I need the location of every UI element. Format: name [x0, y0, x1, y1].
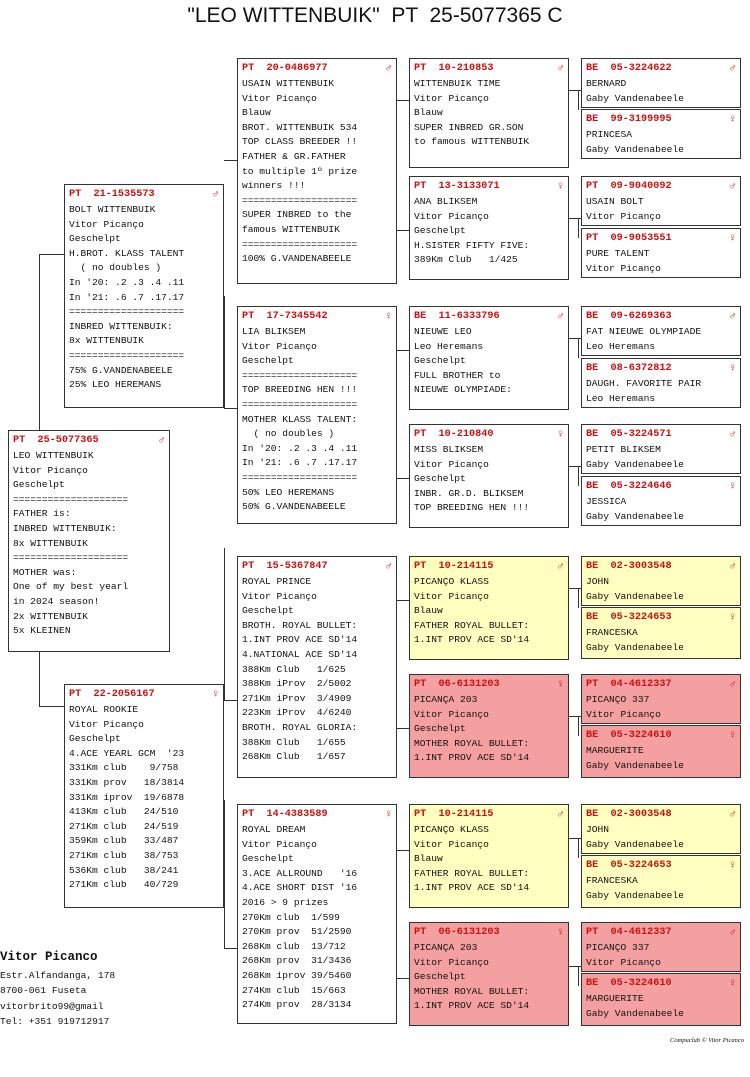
card-line: 1.INT PROV ACE SD'14	[414, 882, 530, 894]
card-line: FATHER ROYAL BULLET:	[414, 619, 530, 631]
card-header	[586, 480, 736, 494]
card-line: in 2024 season!	[13, 595, 100, 607]
card-dam	[64, 684, 224, 908]
card-line: Vitor Picanço	[242, 340, 317, 352]
card-line: 268Km Club 1/657	[242, 751, 346, 763]
card-header	[586, 62, 736, 76]
male-symbol-icon: ♂	[729, 809, 736, 821]
card-sire-dam-dam	[409, 424, 569, 528]
card-line: Leo Heremans	[586, 340, 656, 352]
card-line: MOTHER ROYAL BULLET:	[414, 737, 530, 749]
card-line: 75% G.VANDENABEELE	[69, 364, 173, 376]
card-line: 2016 > 9 prizes	[242, 896, 329, 908]
card-line: Geschelpt	[69, 733, 121, 745]
female-symbol-icon: ♀	[385, 311, 392, 323]
card-line: ( no doubles )	[242, 428, 335, 440]
card-line: 331Km iprov 19/6878	[69, 791, 185, 803]
card-line: In '21: .6 .7 .17.17	[69, 291, 185, 303]
card-dam-sire-sire	[409, 556, 569, 660]
card-line: DAUGH. FAVORITE PAIR	[586, 378, 702, 389]
card-line: Geschelpt	[414, 473, 466, 485]
card-header	[69, 688, 219, 702]
card-line: Geschelpt	[242, 605, 294, 617]
ring-number: PT 25-5077365	[13, 435, 99, 446]
card-line: MISS BLIKSEM	[414, 444, 484, 455]
ring-number: BE 09-6269363	[586, 311, 672, 322]
card-line: LEO WITTENBUIK	[13, 450, 94, 461]
card-line: PICANÇA 203	[414, 694, 478, 705]
ring-number: BE 02-3003548	[586, 561, 672, 572]
female-symbol-icon: ♀	[729, 978, 736, 990]
ring-number: PT 09-9040092	[586, 181, 672, 192]
card-header	[586, 729, 736, 743]
card-dam-sire-dam	[409, 674, 569, 778]
card-header	[414, 180, 564, 194]
card-header	[242, 310, 392, 324]
page-title: "LEO WITTENBUIK" PT 25-5077365 C	[187, 4, 563, 27]
card-line: Gaby Vandenabeele	[586, 458, 684, 470]
ring-number: PT 20-0486977	[242, 63, 328, 74]
card-line: 388Km Club 1/655	[242, 736, 346, 748]
card-header	[242, 62, 392, 76]
card-line: 1.INT PROV ACE SD'14	[414, 752, 530, 764]
card-line: ====================	[242, 194, 358, 206]
card-line: FATHER & GR.FATHER	[242, 150, 346, 162]
male-symbol-icon: ♂	[729, 927, 736, 939]
card-line: FAT NIEUWE OLYMPIADE	[586, 326, 702, 337]
card-line: Vitor Picanço	[69, 218, 144, 230]
card-gen5-14	[581, 855, 741, 908]
card-line: 331Km club 9/758	[69, 762, 179, 774]
card-line: TOP CLASS BREEDER !!	[242, 136, 358, 148]
card-header	[586, 859, 736, 873]
card-line: Blauw	[414, 853, 443, 865]
owner-address: Estr.Alfandanga, 178	[0, 970, 116, 982]
card-line: USAIN BOLT	[586, 196, 644, 207]
card-line: 268Km iprov 39/5460	[242, 969, 352, 981]
card-line: Vitor Picanço	[414, 708, 489, 720]
card-gen5-4	[581, 228, 741, 278]
male-symbol-icon: ♂	[557, 561, 564, 573]
card-gen5-13	[581, 804, 741, 854]
owner-email: vitorbrito99@gmail	[0, 1000, 104, 1012]
card-header	[586, 180, 736, 194]
card-header	[414, 926, 564, 940]
card-line: Vitor Picanço	[414, 92, 489, 104]
card-line: Vitor Picanço	[414, 458, 489, 470]
ring-number: PT 04-4612337	[586, 927, 672, 938]
card-line: BROTH. ROYAL BULLET:	[242, 619, 358, 631]
card-line: Vitor Picanço	[242, 838, 317, 850]
card-line: 268Km club 13/712	[242, 940, 346, 952]
card-line: 271Km iProv 3/4909	[242, 692, 352, 704]
ring-number: PT 13-3133071	[414, 181, 500, 192]
ring-number: BE 05-3224571	[586, 429, 672, 440]
ring-number: BE 08-6372812	[586, 363, 672, 374]
ring-number: BE 11-6333796	[414, 311, 500, 322]
card-header	[69, 188, 219, 202]
card-header	[586, 560, 736, 574]
card-line: Gaby Vandenabeele	[586, 92, 684, 104]
card-line: ( no doubles )	[69, 262, 162, 274]
card-gen5-15	[581, 922, 741, 972]
card-line: 413Km club 24/510	[69, 806, 179, 818]
card-line: 536Km club 38/241	[69, 864, 179, 876]
ring-number: PT 10-214115	[414, 561, 494, 572]
card-header	[414, 808, 564, 822]
card-line: 270Km club 1/599	[242, 911, 340, 923]
card-gen5-1	[581, 58, 741, 108]
card-dam-dam-sire	[409, 804, 569, 908]
card-line: Geschelpt	[242, 355, 294, 367]
card-line: 389Km Club 1/425	[414, 254, 518, 266]
ring-number: BE 05-3224653	[586, 860, 672, 871]
card-line: Geschelpt	[69, 233, 121, 245]
card-line: 1.INT PROV ACE SD'14	[414, 634, 530, 646]
card-header	[414, 678, 564, 692]
male-symbol-icon: ♂	[729, 561, 736, 573]
female-symbol-icon: ♀	[729, 612, 736, 624]
card-header	[414, 428, 564, 442]
female-symbol-icon: ♀	[212, 689, 219, 701]
card-line: 359Km club 33/487	[69, 835, 179, 847]
card-line: 331Km prov 18/3814	[69, 776, 185, 788]
female-symbol-icon: ♀	[729, 860, 736, 872]
card-gen5-7	[581, 424, 741, 474]
card-line: Geschelpt	[414, 225, 466, 237]
female-symbol-icon: ♀	[557, 679, 564, 691]
card-line: Leo Heremans	[414, 340, 484, 352]
card-header	[586, 113, 736, 127]
card-line: TOP BREEDING HEN !!!	[242, 384, 358, 396]
card-line: PICANÇO 337	[586, 942, 650, 953]
male-symbol-icon: ♂	[729, 429, 736, 441]
card-line: PICANÇA 203	[414, 942, 478, 953]
card-header	[242, 560, 392, 574]
card-line: MOTHER KLASS TALENT:	[242, 413, 358, 425]
card-line: Vitor Picanço	[414, 590, 489, 602]
card-line: BOLT WITTENBUIK	[69, 204, 156, 215]
card-line: FATHER is:	[13, 508, 71, 520]
female-symbol-icon: ♀	[729, 233, 736, 245]
card-line: to multiple 1º prize	[242, 165, 358, 177]
card-line: 100% G.VANDENABEELE	[242, 253, 352, 265]
card-line: Vitor Picanço	[414, 210, 489, 222]
card-line: ROYAL ROOKIE	[69, 704, 139, 715]
card-line: 8x WITTENBUIK	[13, 537, 88, 549]
male-symbol-icon: ♂	[729, 181, 736, 193]
card-line: Vitor Picanço	[414, 956, 489, 968]
card-line: 2x WITTENBUIK	[13, 610, 88, 622]
card-header	[414, 560, 564, 574]
card-line: PICANÇO 337	[586, 694, 650, 705]
male-symbol-icon: ♂	[557, 311, 564, 323]
ring-number: PT 06-6131203	[414, 927, 500, 938]
ring-number: PT 10-214115	[414, 809, 494, 820]
card-line: BROT. WITTENBUIK 534	[242, 121, 358, 133]
card-line: Vitor Picanço	[586, 708, 661, 720]
ring-number: PT 22-2056167	[69, 689, 155, 700]
card-gen5-11	[581, 674, 741, 724]
card-line: Blauw	[414, 107, 443, 119]
card-line: 50% G.VANDENABEELE	[242, 501, 346, 513]
card-header	[586, 232, 736, 246]
card-header	[586, 977, 736, 991]
ring-number: PT 09-9053551	[586, 233, 672, 244]
card-line: 3.ACE ALLROUND '16	[242, 867, 358, 879]
male-symbol-icon: ♂	[158, 435, 165, 447]
card-gen5-5	[581, 306, 741, 356]
card-line: In '20: .2 .3 .4 .11	[69, 276, 185, 288]
card-line: ====================	[13, 493, 129, 505]
owner-name: Vitor Picanco	[0, 950, 98, 964]
ring-number: BE 05-3224610	[586, 730, 672, 741]
card-line: MARGUERITE	[586, 745, 644, 756]
card-header	[586, 611, 736, 625]
card-line: ANA BLIKSEM	[414, 196, 478, 207]
card-line: Geschelpt	[414, 355, 466, 367]
card-line: MOTHER was:	[13, 566, 77, 578]
card-line: Gaby Vandenabeele	[586, 838, 684, 850]
card-sire-dam-sire	[409, 306, 569, 410]
male-symbol-icon: ♂	[212, 189, 219, 201]
card-gen5-8	[581, 476, 741, 526]
card-line: NIEUWE LEO	[414, 326, 472, 337]
card-line: FULL BROTHER to	[414, 369, 501, 381]
card-line: ====================	[242, 238, 358, 250]
card-line: MARGUERITE	[586, 993, 644, 1004]
male-symbol-icon: ♂	[729, 679, 736, 691]
card-sire-dam	[237, 306, 397, 524]
card-line: FRANCESKA	[586, 627, 638, 638]
ring-number: BE 99-3199995	[586, 114, 672, 125]
card-line: PRINCESA	[586, 129, 633, 140]
card-line: USAIN WITTENBUIK	[242, 78, 335, 89]
card-dam-sire	[237, 556, 397, 778]
card-line: Gaby Vandenabeele	[586, 889, 684, 901]
ring-number: PT 10-210853	[414, 63, 494, 74]
ring-number: PT 14-4383589	[242, 809, 328, 820]
card-line: 4.ACE SHORT DIST '16	[242, 882, 358, 894]
card-line: JOHN	[586, 576, 610, 587]
card-line: PICANÇO KLASS	[414, 576, 489, 587]
card-line: In '21: .6 .7 .17.17	[242, 457, 358, 469]
card-line: 271Km club 24/519	[69, 820, 179, 832]
card-sire-sire-dam	[409, 176, 569, 280]
card-line: 271Km club 40/729	[69, 879, 179, 891]
card-line: 4.NATIONAL ACE SD'14	[242, 648, 358, 660]
card-header	[13, 434, 165, 448]
ring-number: PT 06-6131203	[414, 679, 500, 690]
card-line: WITTENBUIK TIME	[414, 78, 501, 89]
card-sire-sire	[237, 58, 397, 284]
card-line: ====================	[69, 349, 185, 361]
card-line: FRANCESKA	[586, 875, 638, 886]
card-line: LIA BLIKSEM	[242, 326, 306, 337]
card-gen5-16	[581, 973, 741, 1026]
owner-postal: 8700-061 Fuseta	[0, 985, 87, 997]
card-line: 4.ACE YEARL GCM '23	[69, 747, 185, 759]
card-line: INBRED WITTENBUIK:	[13, 522, 117, 534]
card-line: 274Km club 15/663	[242, 984, 346, 996]
owner-info	[0, 950, 115, 1029]
male-symbol-icon: ♂	[729, 63, 736, 75]
female-symbol-icon: ♀	[557, 181, 564, 193]
card-line: 50% LEO HEREMANS	[242, 486, 335, 498]
card-line: Blauw	[414, 605, 443, 617]
card-line: ====================	[242, 369, 358, 381]
ring-number: BE 05-3224610	[586, 978, 672, 989]
ring-number: PT 15-5367847	[242, 561, 328, 572]
card-line: Vitor Picanço	[242, 590, 317, 602]
card-subject	[8, 430, 170, 652]
card-line: Leo Heremans	[586, 392, 656, 404]
card-line: 271Km club 38/753	[69, 849, 179, 861]
card-line: Vitor Picanço	[13, 464, 88, 476]
card-line: Gaby Vandenabeele	[586, 590, 684, 602]
card-line: ====================	[242, 398, 358, 410]
card-header	[586, 808, 736, 822]
male-symbol-icon: ♂	[557, 63, 564, 75]
card-line: JOHN	[586, 824, 610, 835]
card-line: Vitor Picanço	[586, 956, 661, 968]
card-line: Gaby Vandenabeele	[586, 759, 684, 771]
card-line: famous WITTENBUIK	[242, 223, 340, 235]
ring-number: BE 05-3224646	[586, 481, 672, 492]
card-line: ====================	[242, 471, 358, 483]
female-symbol-icon: ♀	[729, 481, 736, 493]
card-gen5-6	[581, 358, 741, 408]
card-line: H.BROT. KLASS TALENT	[69, 247, 185, 259]
male-symbol-icon: ♂	[385, 561, 392, 573]
card-line: 270Km prov 51/2590	[242, 926, 352, 938]
male-symbol-icon: ♂	[385, 63, 392, 75]
card-line: ROYAL PRINCE	[242, 576, 312, 587]
card-line: TOP BREEDING HEN !!!	[414, 502, 530, 514]
card-line: 223Km iProv 4/6240	[242, 707, 352, 719]
female-symbol-icon: ♀	[557, 927, 564, 939]
card-line: Geschelpt	[414, 971, 466, 983]
card-sire	[64, 184, 224, 408]
card-line: 8x WITTENBUIK	[69, 335, 144, 347]
female-symbol-icon: ♀	[557, 429, 564, 441]
female-symbol-icon: ♀	[729, 730, 736, 742]
card-line: FATHER ROYAL BULLET:	[414, 867, 530, 879]
ring-number: BE 05-3224622	[586, 63, 672, 74]
card-line: PICANÇO KLASS	[414, 824, 489, 835]
card-line: One of my best yearl	[13, 581, 129, 593]
card-line: JESSICA	[586, 496, 627, 507]
card-line: In '20: .2 .3 .4 .11	[242, 442, 358, 454]
ring-number: BE 02-3003548	[586, 809, 672, 820]
male-symbol-icon: ♂	[557, 809, 564, 821]
card-line: Vitor Picanço	[414, 838, 489, 850]
card-line: Geschelpt	[13, 479, 65, 491]
card-sire-sire-sire	[409, 58, 569, 168]
card-line: SUPER INBRED GR.SON	[414, 121, 524, 133]
card-line: NIEUWE OLYMPIADE:	[414, 384, 512, 396]
card-line: 274Km prov 28/3134	[242, 999, 352, 1011]
card-header	[586, 310, 736, 324]
card-dam-dam	[237, 804, 397, 1024]
card-gen5-10	[581, 607, 741, 659]
card-line: Geschelpt	[242, 853, 294, 865]
card-line: Geschelpt	[414, 723, 466, 735]
female-symbol-icon: ♀	[729, 363, 736, 375]
card-line: Gaby Vandenabeele	[586, 143, 684, 155]
card-line: winners !!!	[242, 180, 306, 192]
card-line: Vitor Picanço	[242, 92, 317, 104]
card-line: BROTH. ROYAL GLORIA:	[242, 721, 358, 733]
card-line: INBRED WITTENBUIK:	[69, 320, 173, 332]
female-symbol-icon: ♀	[729, 114, 736, 126]
card-header	[586, 678, 736, 692]
card-gen5-2	[581, 109, 741, 159]
card-header	[414, 62, 564, 76]
card-line: H.SISTER FIFTY FIVE:	[414, 239, 530, 251]
card-line: MOTHER ROYAL BULLET:	[414, 985, 530, 997]
card-gen5-12	[581, 725, 741, 778]
ring-number: PT 04-4612337	[586, 679, 672, 690]
card-line: 388Km Club 1/625	[242, 663, 346, 675]
card-line: ====================	[13, 552, 129, 564]
card-line: Gaby Vandenabeele	[586, 510, 684, 522]
card-line: 1.INT PROV ACE SD'14	[242, 634, 358, 646]
card-gen5-9	[581, 556, 741, 606]
card-line: ROYAL DREAM	[242, 824, 306, 835]
card-line: Blauw	[242, 107, 271, 119]
card-header	[242, 808, 392, 822]
ring-number: BE 05-3224653	[586, 612, 672, 623]
card-line: 1.INT PROV ACE SD'14	[414, 1000, 530, 1012]
card-line: to famous WITTENBUIK	[414, 136, 530, 148]
card-gen5-3	[581, 176, 741, 226]
ring-number: PT 21-1535573	[69, 189, 155, 200]
card-line: 388Km iProv 2/5002	[242, 678, 352, 690]
ring-number: PT 10-210840	[414, 429, 494, 440]
card-line: 5x KLEINEN	[13, 625, 71, 637]
card-dam-dam-dam	[409, 922, 569, 1026]
software-credit: Compuclub © Vitor Picanco	[670, 1037, 744, 1044]
card-line: Gaby Vandenabeele	[586, 1007, 684, 1019]
card-header	[586, 926, 736, 940]
owner-phone: Tel: +351 919712917	[0, 1015, 110, 1027]
card-line: 268Km prov 31/3436	[242, 955, 352, 967]
card-line: INBR. GR.D. BLIKSEM	[414, 487, 524, 499]
card-header	[414, 310, 564, 324]
male-symbol-icon: ♂	[729, 311, 736, 323]
ring-number: PT 17-7345542	[242, 311, 328, 322]
card-line: PETIT BLIKSEM	[586, 444, 661, 455]
card-line: Vitor Picanço	[586, 262, 661, 274]
card-line: Vitor Picanço	[69, 718, 144, 730]
card-line: Gaby Vandenabeele	[586, 641, 684, 653]
card-line: Vitor Picanço	[586, 210, 661, 222]
card-line: SUPER INBRED to the	[242, 209, 352, 221]
card-header	[586, 362, 736, 376]
card-line: ====================	[69, 306, 185, 318]
female-symbol-icon: ♀	[385, 809, 392, 821]
card-header	[586, 428, 736, 442]
card-line: BERNARD	[586, 78, 627, 89]
card-line: PURE TALENT	[586, 248, 650, 259]
card-line: 25% LEO HEREMANS	[69, 379, 162, 391]
